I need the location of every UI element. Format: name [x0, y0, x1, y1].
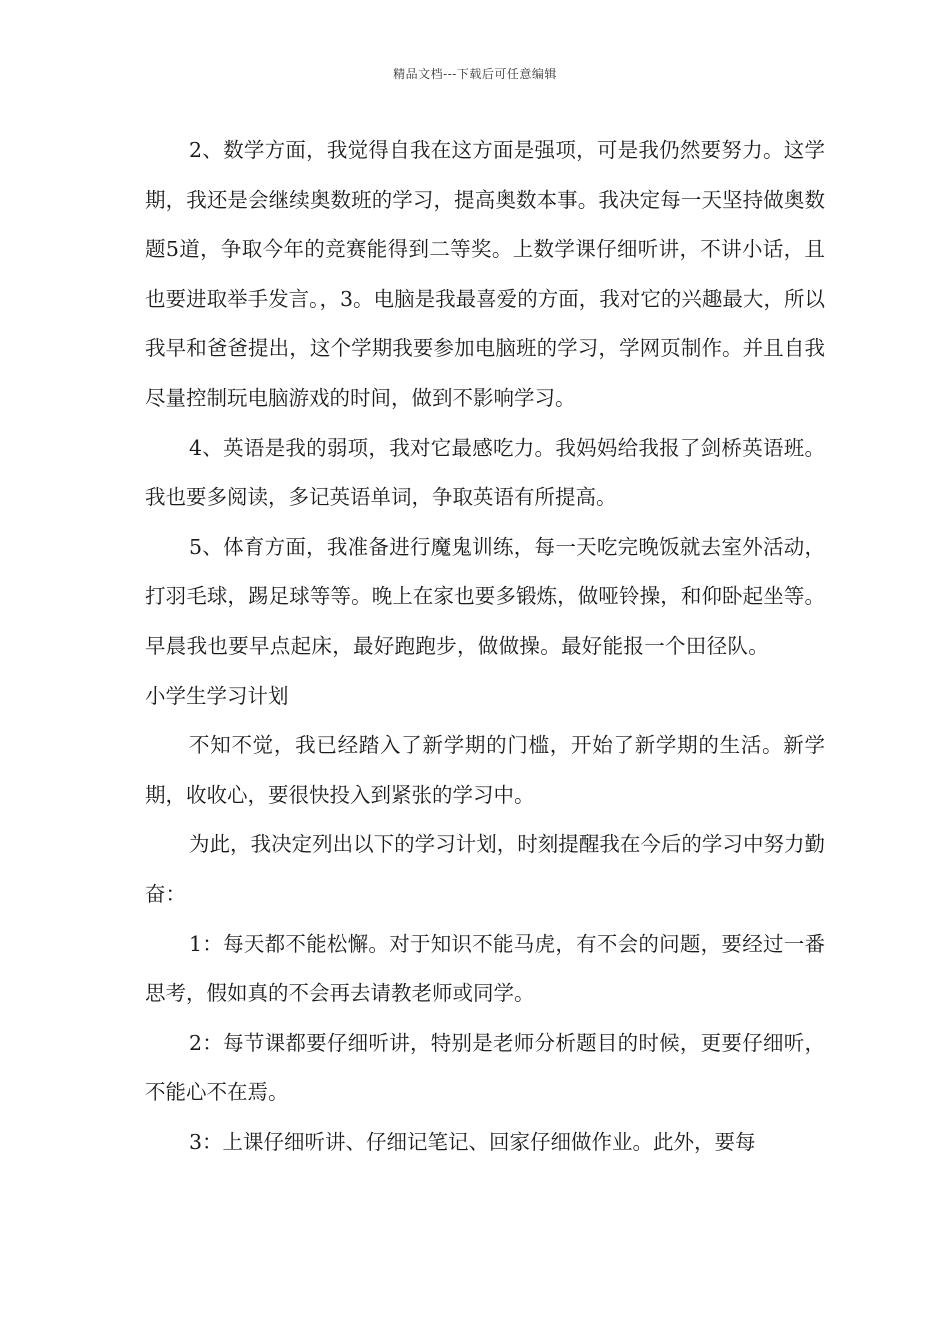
page-header: 精品文档---下载后可任意编辑 — [393, 67, 557, 81]
plan-item-3: 3：上课仔细听讲、仔细记笔记、回家仔细做作业。此外，要每 — [189, 1129, 756, 1154]
plan-item-1: 1：每天都不能松懈。对于知识不能马虎，有不会的问题，要经过一番思考，假如真的不会再去请教老师或同学。 — [145, 931, 825, 1006]
paragraph-english: 4、英语是我的弱项，我对它最感吃力。我妈妈给我报了剑桥英语班。我也要多阅读，多记英语单词，争取英语有所提高。 — [145, 435, 825, 510]
paragraph-sports — [145, 523, 825, 721]
paragraph-plan-intro: 为此，我决定列出以下的学习计划，时刻提醒我在今后的学习中努力勤奋： — [145, 832, 825, 906]
paragraph-new-semester: 不知不觉，我已经踏入了新学期的门槛，开始了新学期的生活。新学期，收收心，要很快投入到紧张的学习中。 — [145, 733, 825, 807]
document-body — [145, 126, 825, 1167]
section-title: 小学生学习计划 — [145, 683, 289, 708]
plan-item-2: 2：每节课都要仔细听讲，特别是老师分析题目的时候，更要仔细听，不能心不在焉。 — [145, 1030, 825, 1105]
paragraph-sports-text: 5、体育方面，我准备进行魔鬼训练，每一天吃完晚饭就去室外活动，打羽毛球，踢足球等等。晚上在家也要多锻炼，做哑铃操，和仰卧起坐等。早晨我也要早点起床，最好跑跑步，做做操。最好能报一个田径队。 — [145, 534, 825, 658]
paragraph-math-computer: 2、数学方面，我觉得自我在这方面是强项，可是我仍然要努力。这学期，我还是会继续奥数班的学习，提高奥数本事。我决定每一天坚持做奥数题5道，争取今年的竞赛能得到二等奖。上数学课仔细听讲，不讲小话，且也要进取举手发言。，3。电脑是我最喜爱的方面，我对它的兴趣最大，所以我早和爸爸提出，这个学期我要参加电脑班的学习，学网页制作。并且自我尽量控制玩电脑游戏的时间，做到不影响学习。 — [145, 138, 825, 410]
